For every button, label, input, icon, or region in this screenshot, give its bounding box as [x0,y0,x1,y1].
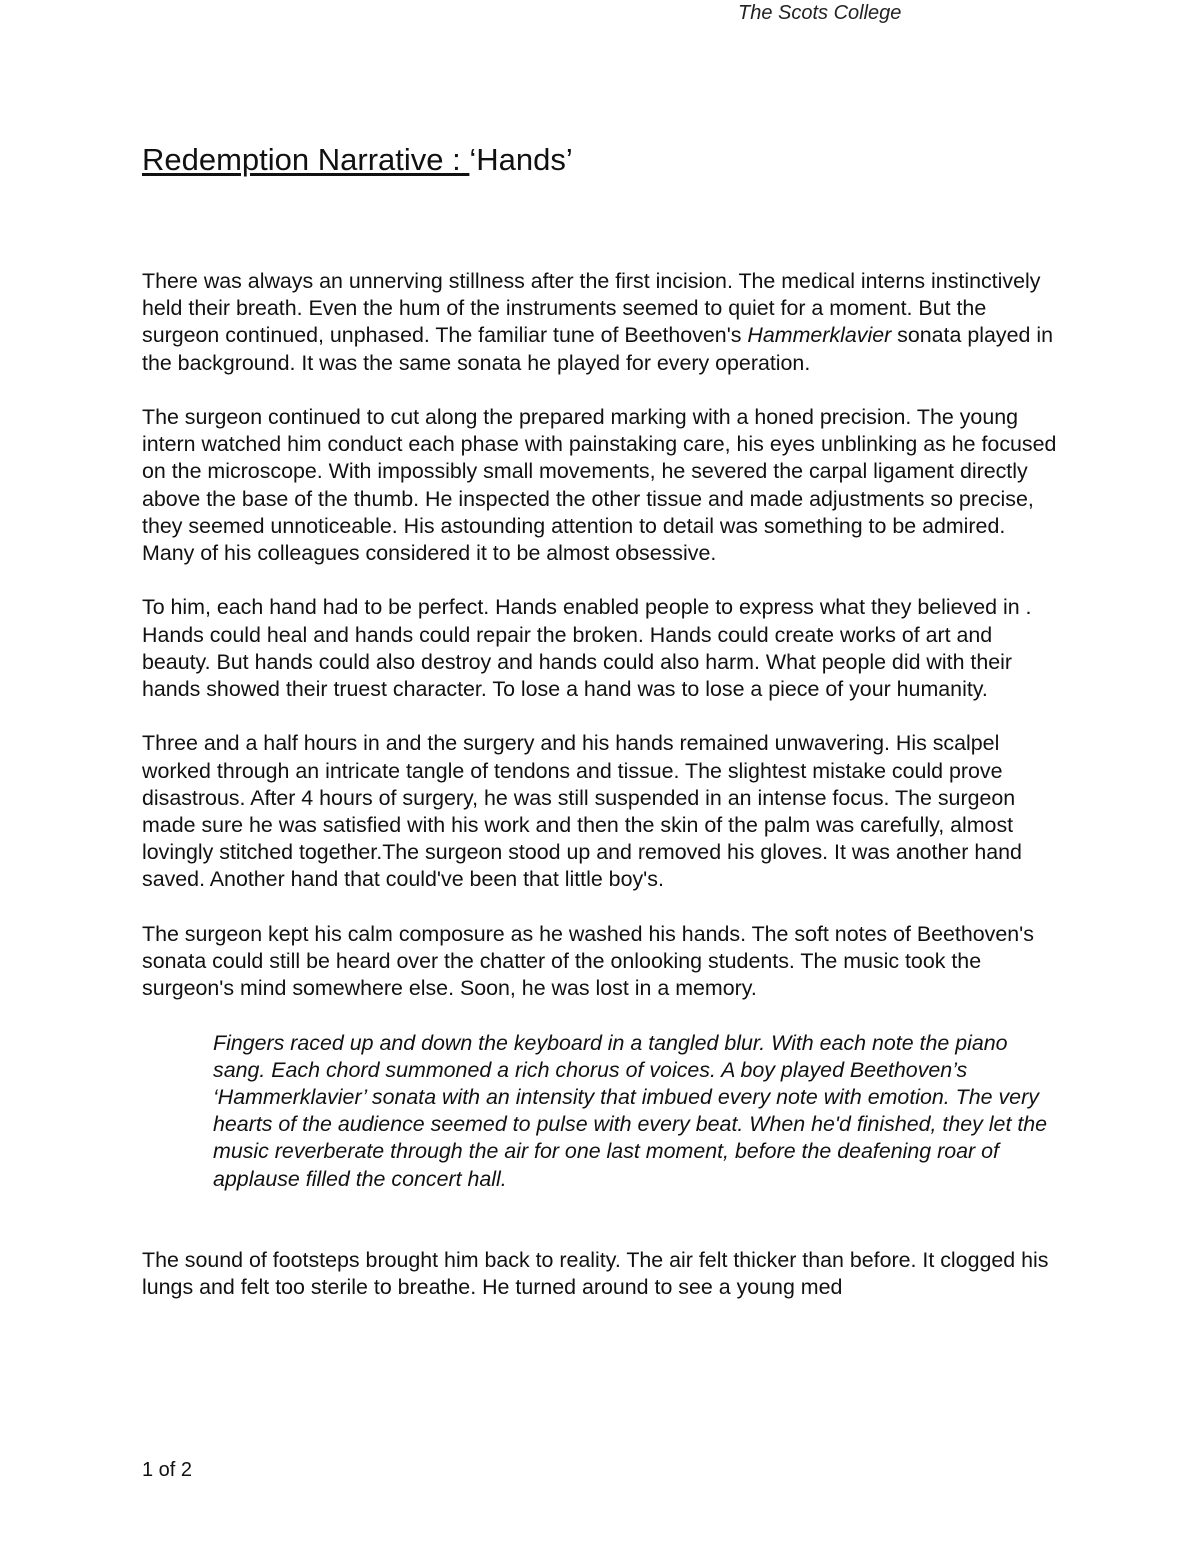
paragraph-1 [142,268,1062,377]
running-header: The Scots College [738,2,902,24]
paragraph-3: To him, each hand had to be perfect. Hands enabled people to express what they believed in . Hands could heal and hands could repair the broken. Hands could create works of art and beauty. But hands could also destroy and hands could also harm. What people did with their hands showed their truest character. To lose a hand was to lose a piece of your humanity. [142,595,1032,702]
memory-flashback: Fingers raced up and down the keyboard in a tangled blur. With each note the piano sang. Each chord summoned a rich chorus of voices. A boy played Beethoven’s ‘Hammerklavier’ sonata with an intensity that imbued every note with emotion. The very hearts of the audience seemed to pulse with every beat. When he'd finished, they let the music reverberate through the air for one last moment, before the deafening roar of applause filled the concert hall. [213,1030,1048,1191]
sonata-title: Hammerklavier [747,323,892,348]
paragraph-4: Three and a half hours in and the surgery and his hands remained unwavering. His scalpel worked through an intricate tangle of tendons and tissue. The slightest mistake could prove disastrous. After 4 hours of surgery, he was still suspended in an intense focus. The surgeon made sure he was satisfied with his work and then the skin of the palm was carefully, almost lovingly stitched together.The surgeon stood up and removed his gloves. It was another hand saved. Another hand that could've been that little boy's. [142,731,1022,892]
page-number: 1 of 2 [142,1459,193,1481]
title-main: Redemption Narrative : [142,142,470,177]
paragraph-1-start: There was always an unnerving stillness after the first incision. The medical interns instinctively held their breath. Even the hum of the instruments seemed to quiet for a moment. But the surgeon continued, unphased. The familiar tune of Beethoven's [142,269,1041,348]
page-title [142,142,573,178]
paragraph-1-end: sonata played in the background. It was the same sonata he played for every operation. [142,323,1053,375]
paragraph-6: The sound of footsteps brought him back to reality. The air felt thicker than before. It clogged his lungs and felt too sterile to breathe. He turned around to see a young med [142,1248,1049,1300]
title-quoted: ‘Hands’ [469,142,573,177]
paragraph-2: The surgeon continued to cut along the prepared marking with a honed precision. The young intern watched him conduct each phase with painstaking care, his eyes unblinking as he focused on the microscope. With impossibly small movements, he severed the carpal ligament directly above the base of the thumb. He inspected the other tissue and made adjustments so precise, they seemed unnoticeable. His astounding attention to detail was something to be admired. Many of his colleagues considered it to be almost obsessive. [142,405,1057,566]
story-body [142,268,1062,1329]
paragraph-5: The surgeon kept his calm composure as he washed his hands. The soft notes of Beethoven's sonata could still be heard over the chatter of the onlooking students. The music took the surgeon's mind somewhere else. Soon, he was lost in a memory. [142,921,1034,1001]
